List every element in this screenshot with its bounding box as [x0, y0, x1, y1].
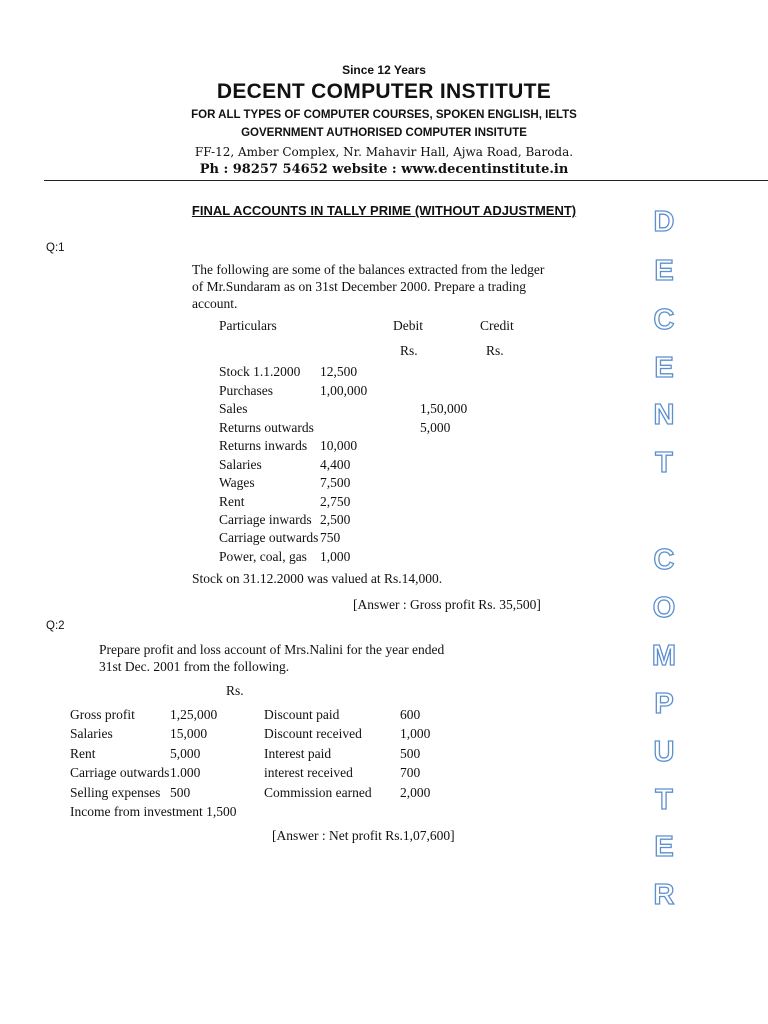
page-title: FINAL ACCOUNTS IN TALLY PRIME (WITHOUT ADJUSTMENT): [191, 203, 577, 218]
q1-intro-line-1: The following are some of the balances extracted from the ledger: [192, 262, 545, 277]
table-row-particular: Carriage outwards: [219, 530, 319, 545]
q1-label: Q:1: [46, 242, 65, 254]
q1-intro-line-3: account.: [192, 296, 238, 311]
q2-unit: Rs.: [226, 683, 244, 698]
table-row-left-value: 15,000: [170, 726, 208, 741]
side-letter: D: [653, 206, 675, 238]
side-letter: O: [652, 592, 676, 624]
side-letter: C: [653, 544, 675, 576]
table-row-particular: Returns inwards: [219, 438, 308, 453]
table-row-debit: 750: [320, 530, 341, 545]
table-row-left-value: 500: [170, 785, 191, 800]
side-letter: P: [654, 688, 674, 720]
table-row-particular: Salaries: [219, 457, 262, 472]
side-letter: M: [651, 640, 677, 672]
header-divider: [44, 180, 768, 181]
col-header-particulars: Particulars: [219, 318, 277, 333]
table-row-left-name: Rent: [70, 746, 96, 761]
debit-unit: Rs.: [400, 343, 418, 358]
table-row-debit: 10,000: [320, 438, 358, 453]
authorised-line: GOVERNMENT AUTHORISED COMPUTER INSITUTE: [241, 127, 527, 139]
table-row-right-name: Interest paid: [264, 746, 332, 761]
table-row-debit: 4,400: [320, 457, 351, 472]
side-letter: U: [653, 736, 675, 768]
table-row-left-value: 1,25,000: [170, 707, 218, 722]
courses-line: FOR ALL TYPES OF COMPUTER COURSES, SPOKEN ENGLISH, IELTS: [191, 109, 577, 121]
table-row-right-value: 1,000: [400, 726, 431, 741]
table-row-right-name: Commission earned: [264, 785, 372, 800]
table-row-particular: Power, coal, gas: [219, 549, 307, 564]
col-header-debit: Debit: [393, 318, 423, 333]
side-letter: E: [654, 255, 674, 287]
table-row-particular: Rent: [219, 494, 245, 509]
side-letter: R: [653, 879, 675, 911]
table-row-left-name: Salaries: [70, 726, 113, 741]
table-row-left-name: Gross profit: [70, 707, 135, 722]
table-row-particular: Sales: [219, 401, 248, 416]
table-row-credit: 1,50,000: [420, 401, 468, 416]
table-row-debit: 2,750: [320, 494, 351, 509]
side-letter: E: [654, 352, 674, 384]
side-letter: T: [655, 784, 673, 816]
q1-answer: [Answer : Gross profit Rs. 35,500]: [353, 597, 541, 612]
table-row-left-name: Selling expenses: [70, 785, 161, 800]
table-row-right-name: interest received: [264, 765, 353, 780]
institute-name: DECENT COMPUTER INSTITUTE: [216, 80, 552, 103]
table-row-particular: Stock 1.1.2000: [219, 364, 301, 379]
q2-answer: [Answer : Net profit Rs.1,07,600]: [272, 828, 455, 843]
col-header-credit: Credit: [480, 318, 514, 333]
side-letter: T: [655, 447, 673, 479]
q1-intro-line-2: of Mr.Sundaram as on 31st December 2000. Prepare a trading: [192, 279, 527, 294]
table-row-right-value: 500: [400, 746, 421, 761]
table-row-debit: 1,00,000: [320, 383, 368, 398]
table-row-debit: 12,500: [320, 364, 358, 379]
address-line: FF-12, Amber Complex, Nr. Mahavir Hall, Ajwa Road, Baroda.: [194, 145, 574, 159]
table-row-right-value: 600: [400, 707, 421, 722]
side-letter: C: [653, 304, 675, 336]
credit-unit: Rs.: [486, 343, 504, 358]
q1-closing-stock-note: Stock on 31.12.2000 was valued at Rs.14,000.: [192, 571, 443, 586]
table-row-left-value: 5,000: [170, 746, 201, 761]
table-row-debit: 7,500: [320, 475, 351, 490]
table-row-right-name: Discount received: [264, 726, 362, 741]
side-letter: N: [653, 399, 675, 431]
q2-intro-line-1: Prepare profit and loss account of Mrs.Nalini for the year ended: [99, 642, 445, 657]
q2-intro-line-2: 31st Dec. 2001 from the following.: [99, 659, 290, 674]
table-row-particular: Carriage inwards: [219, 512, 312, 527]
table-row-particular: Returns outwards: [219, 420, 314, 435]
table-row-right-value: 2,000: [400, 785, 431, 800]
table-row-particular: Purchases: [219, 383, 273, 398]
table-row-credit: 5,000: [420, 420, 451, 435]
side-letter: E: [654, 831, 674, 863]
table-row-left-value: 1.000: [170, 765, 201, 780]
table-row-debit: 1,000: [320, 549, 351, 564]
table-row-right-value: 700: [400, 765, 421, 780]
table-row-debit: 2,500: [320, 512, 351, 527]
table-row-right-name: Discount paid: [264, 707, 340, 722]
table-row-particular: Wages: [219, 475, 255, 490]
table-row-left-name: Carriage outwards: [70, 765, 170, 780]
since-years-text: Since 12 Years: [342, 63, 426, 77]
q2-last-line: Income from investment 1,500: [70, 804, 237, 819]
phone-website-line: Ph : 98257 54652 website : www.decentinstitute.in: [199, 162, 569, 177]
q2-label: Q:2: [46, 620, 65, 632]
